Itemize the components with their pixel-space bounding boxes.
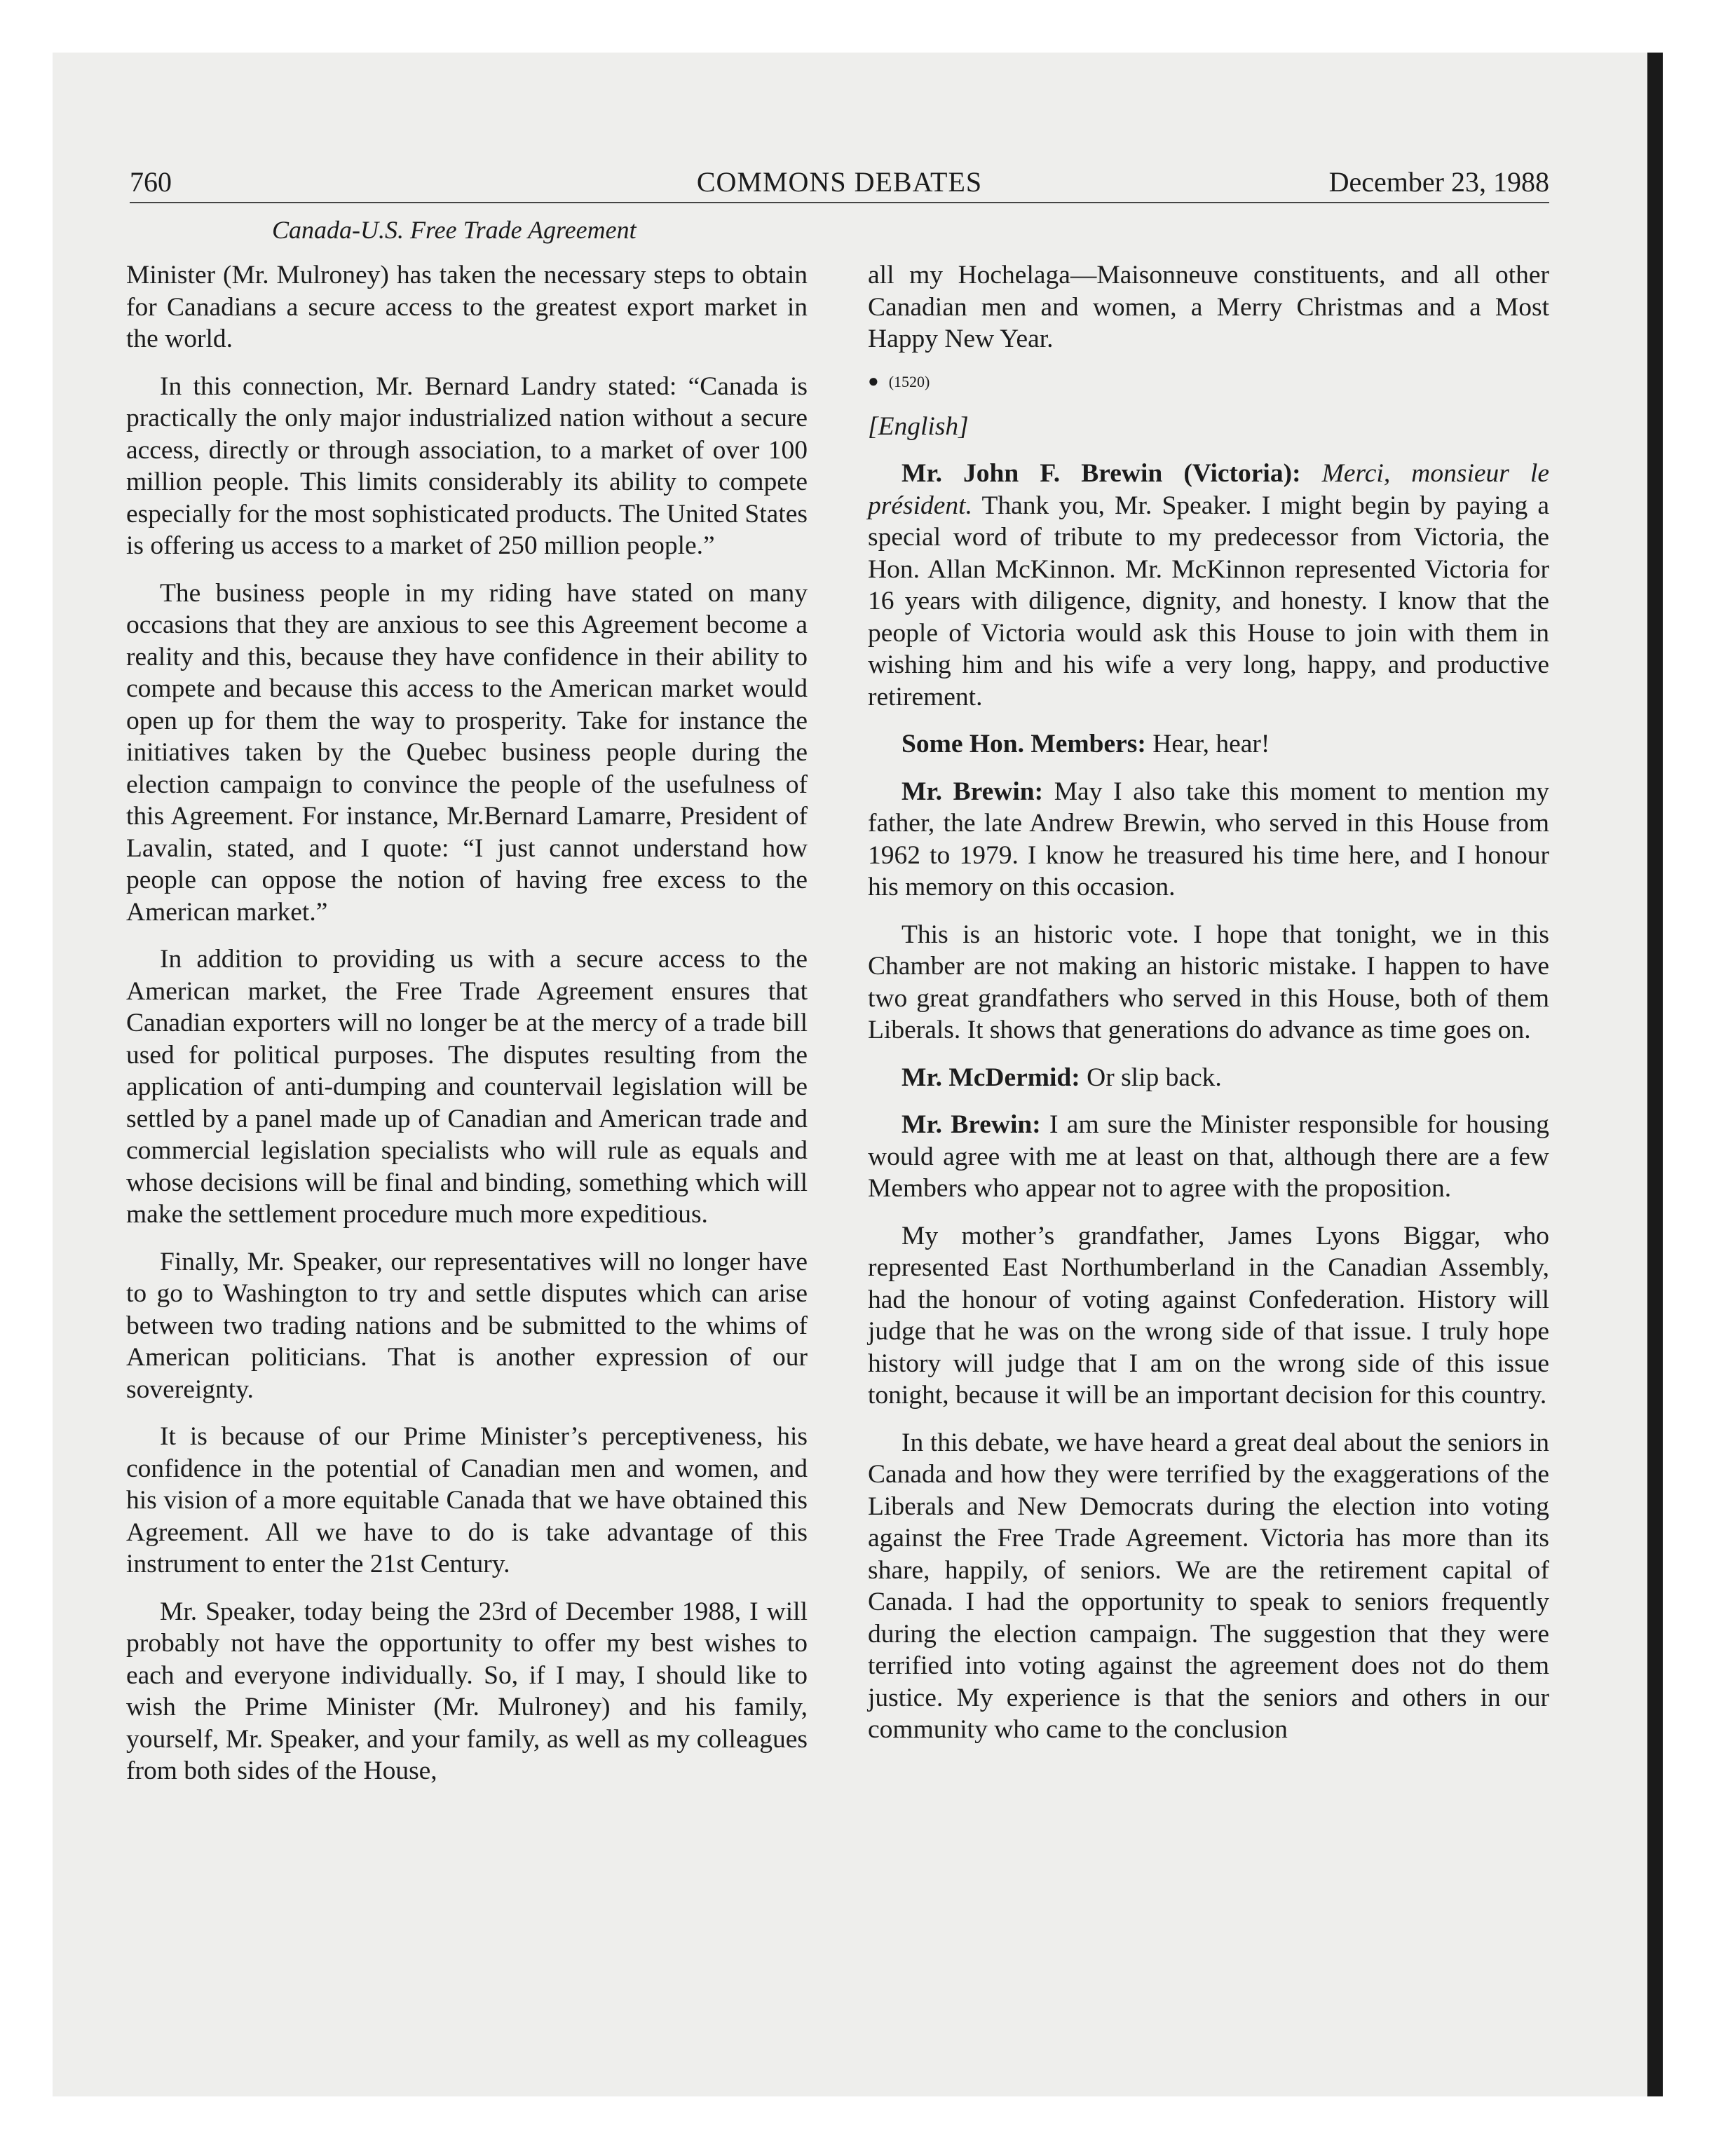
speech-paragraph xyxy=(868,1109,1549,1205)
speaker-name: Mr. Brewin: xyxy=(901,777,1044,806)
left-column xyxy=(126,259,808,1803)
bullet-icon: ● xyxy=(868,370,879,391)
paragraph: Mr. Speaker, today being the 23rd of December 1988, I will probably not have the opportunity to offer my best wishes to each and everyone individually. So, if I may, I should like to wish the Prime Minister (Mr. Mulroney) and his family, yourself, Mr. Speaker, and your family, as well as my colleagues from both sides of the House, xyxy=(126,1597,808,1785)
speech-text: Thank you, Mr. Speaker. I might begin by paying a special word of tribute to my predecessor from Victoria, the Hon. Allan McKinnon. Mr. McKinnon represented Victoria for 16 years with diligence, dignity, and honesty. I know that the people of Victoria would ask this House to join with them in wishing him and his wife a very long, happy, and productive retirement. xyxy=(868,491,1549,711)
publication-title: COMMONS DEBATES xyxy=(696,166,983,198)
paragraph: all my Hochelaga—Maisonneuve constituents, and all other Canadian men and women, a Merry Christmas and a Most Happy New Year. xyxy=(868,261,1549,353)
paragraph: This is an historic vote. I hope that tonight, we in this Chamber are not making an historic mistake. I happen to have two great grandfathers who served in this House, both of them Liberals. It shows that generations do advance as time goes on. xyxy=(868,920,1549,1044)
paragraph: It is because of our Prime Minister’s perceptiveness, his confidence in the potential of Canadian men and women, and his vision of a more equitable Canada that we have obtained this Agreement. All we have to do is take advantage of this instrument to enter the 21st Century. xyxy=(126,1422,808,1578)
paragraph: In this debate, we have heard a great deal about the seniors in Canada and how they were terrified by the exaggerations of the Liberals and New Democrats during the election into voting against the Free Trade Agreement. Victoria has more than its share, happily, of seniors. We are the retirement capital of Canada. I had the opportunity to speak to seniors frequently during the election campaign. The suggestion that they were terrified into voting against the agreement does not do them justice. My experience is that the seniors and others in our community who came to the conclusion xyxy=(868,1428,1549,1744)
speaker-name: Mr. Brewin: xyxy=(901,1110,1041,1139)
page-number: 760 xyxy=(130,166,172,198)
paragraph: My mother’s grandfather, James Lyons Biggar, who represented East Northumberland in the Canadian Assembly, had the honour of voting against Confederation. History will judge that he was on the wrong side of that issue. I truly hope history will judge that I am on the wrong side of this issue tonight, because it will be an important decision for this country. xyxy=(868,1221,1549,1410)
time-marker xyxy=(868,371,1549,393)
paragraph: In addition to providing us with a secure access to the American market, the Free Trade Agreement ensures that Canadian exporters will no longer be at the mercy of a trade bill used for political purposes. The disputes resulting from the application of anti-dumping and countervail legislation will be settled by a panel made up of Canadian and American trade and commercial legislation specialists who will rule as equals and whose decisions will be final and binding, something which will make the settlement procedure much more expeditious. xyxy=(126,945,808,1229)
speech-paragraph xyxy=(868,1062,1549,1094)
speech-text: May I also take this moment to mention my father, the late Andrew Brewin, who served in this House from 1962 to 1979. I know he treasured his time here, and I honour his memory on this occasion. xyxy=(868,777,1549,901)
speaker-name: Some Hon. Members: xyxy=(901,730,1146,758)
header-date: December 23, 1988 xyxy=(1328,166,1549,198)
scan-edge-bar xyxy=(1647,53,1663,2096)
time-marker-text: (1520) xyxy=(888,372,930,390)
french-phrase: Merci, monsieur le président. xyxy=(868,459,1549,520)
speech-text: Or slip back. xyxy=(1087,1063,1222,1092)
speech-text: I am sure the Minister responsible for housing would agree with me at least on that, although there are a few Members who appear not to agree with the proposition. xyxy=(868,1110,1550,1203)
speech-text: Hear, hear! xyxy=(1152,730,1270,758)
page-header xyxy=(130,163,1549,203)
right-column xyxy=(868,259,1549,1761)
speaker-name: Mr. John F. Brewin (Victoria): xyxy=(901,459,1301,488)
paragraph: The business people in my riding have stated on many occasions that they are anxious to see this Agreement become a reality and this, because they have confidence in their ability to compete and because this access to the American market would open up for them the way to prosperity. Take for instance the initiatives taken by the Quebec business people during the election campaign to convince the people of the usefulness of this Agreement. For instance, Mr.Bernard Lamarre, President of Lavalin, stated, and I quote: “I just cannot understand how people can oppose the notion of having free excess to the American market.” xyxy=(126,578,808,927)
speech-paragraph xyxy=(868,776,1549,903)
subject-heading: Canada-U.S. Free Trade Agreement xyxy=(272,216,637,244)
speech-paragraph xyxy=(868,728,1549,760)
speaker-name: Mr. McDermid: xyxy=(901,1063,1080,1092)
speech-paragraph xyxy=(868,458,1549,713)
language-marker: [English] xyxy=(868,411,969,441)
paragraph: Minister (Mr. Mulroney) has taken the necessary steps to obtain for Canadians a secure access to the greatest export market in the world. xyxy=(126,261,808,353)
paragraph: Finally, Mr. Speaker, our representatives will no longer have to go to Washington to try and settle disputes which can arise between two trading nations and be submitted to the whims of American politicians. That is another expression of our sovereignty. xyxy=(126,1247,808,1404)
paragraph: In this connection, Mr. Bernard Landry stated: “Canada is practically the only major industrialized nation without a secure access, directly or through association, to a market of over 100 million people. This limits considerably its ability to compete especially for the most sophisticated products. The United States is offering us access to a market of 250 million people.” xyxy=(126,371,808,560)
